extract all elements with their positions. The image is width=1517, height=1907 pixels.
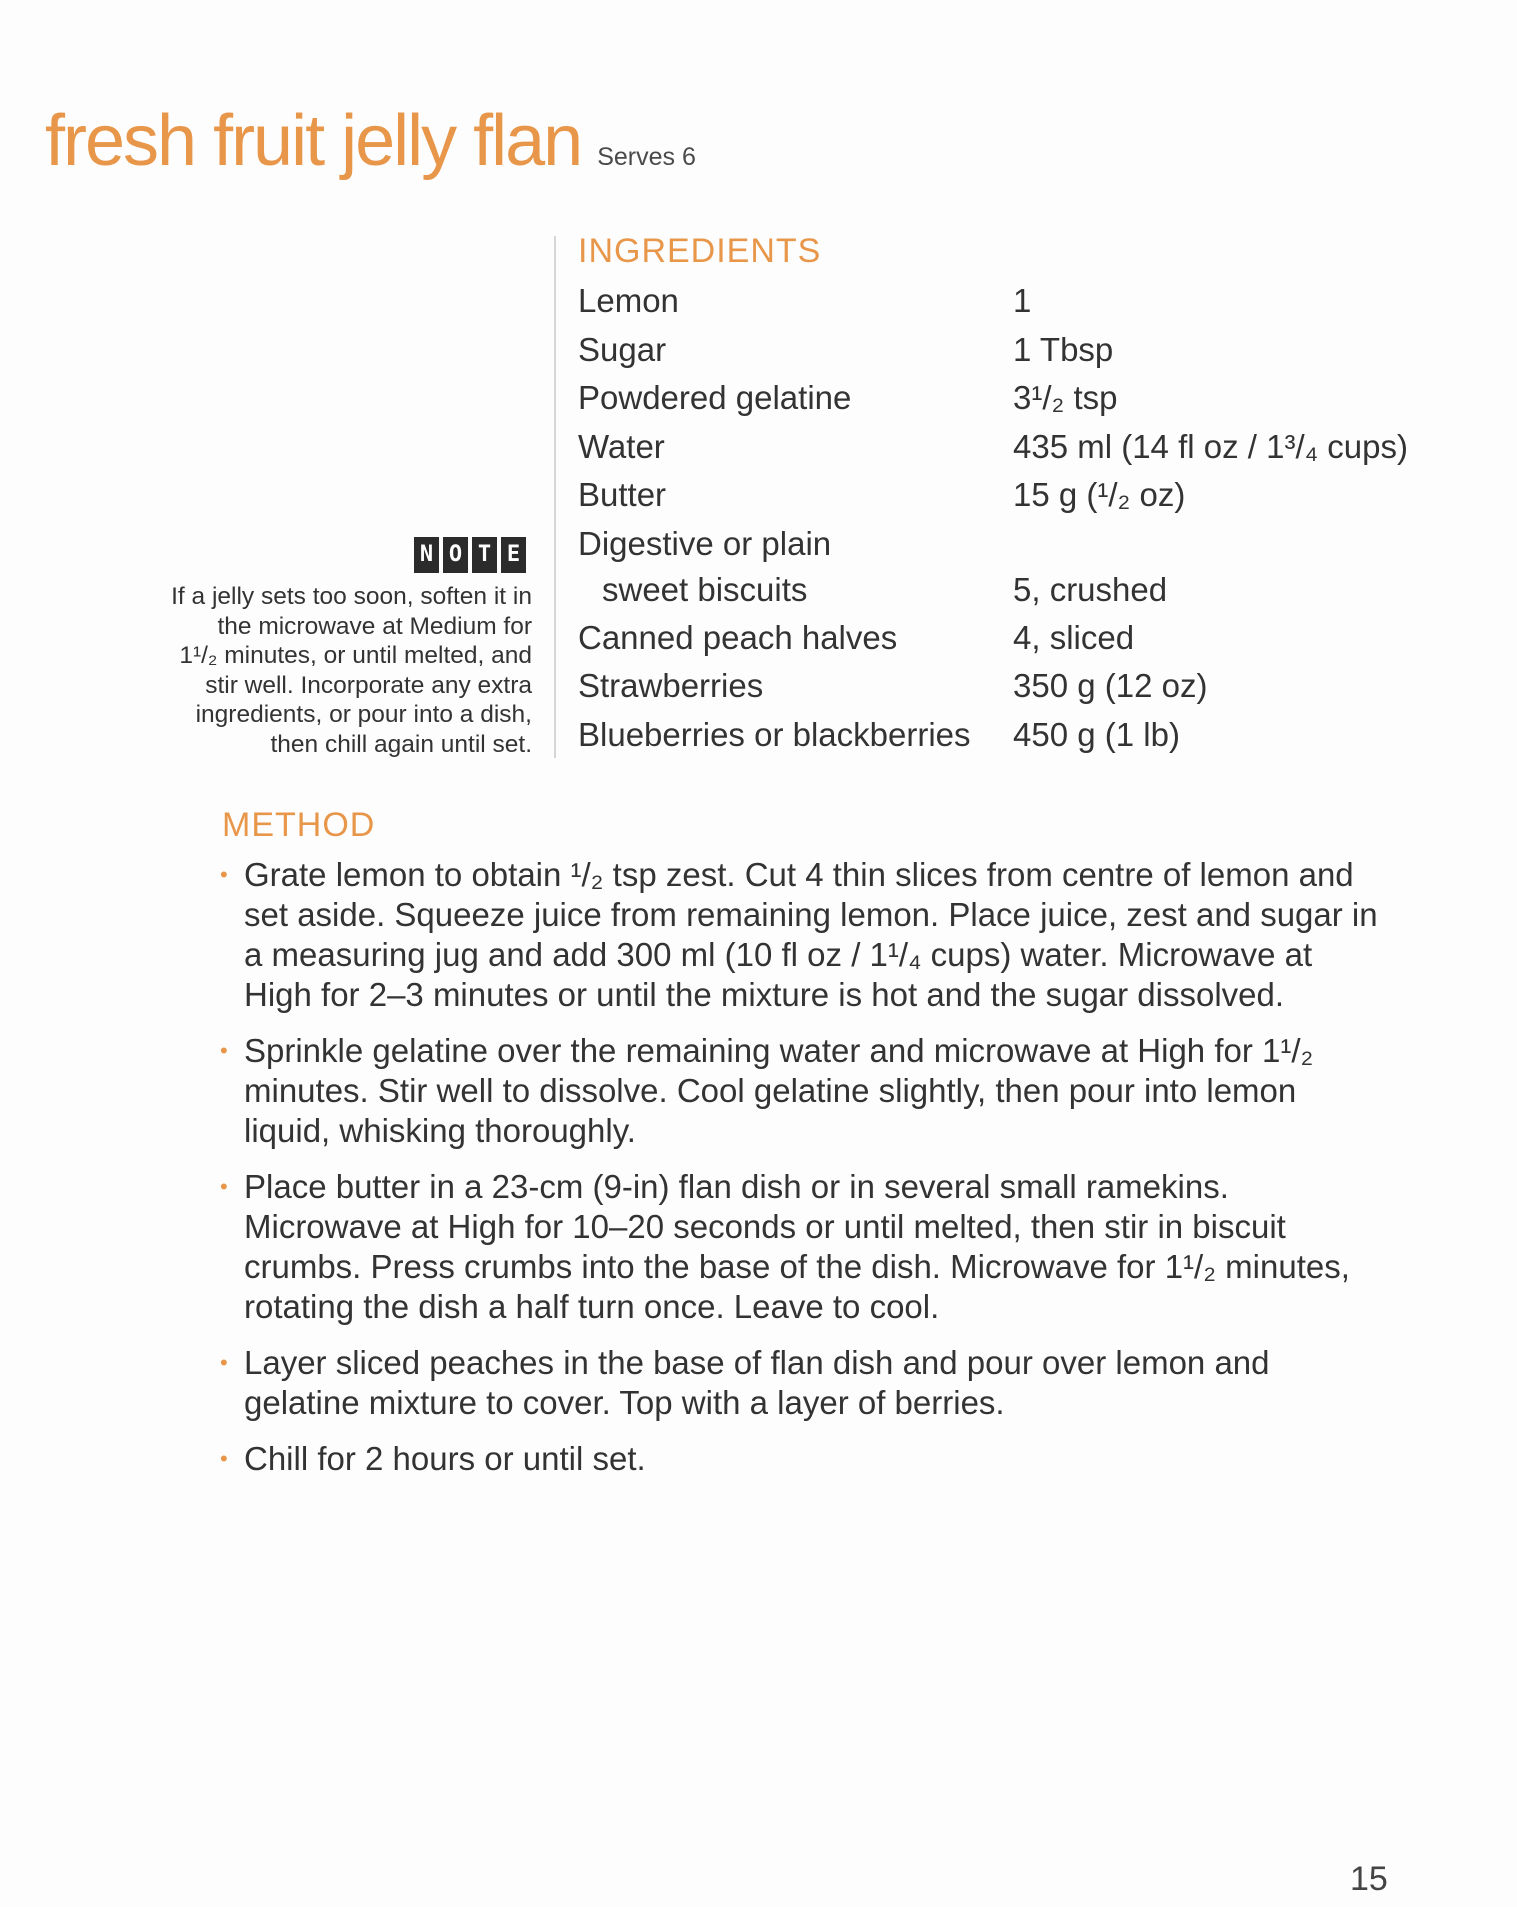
note-line: 1¹/₂ minutes, or until melted, and: [179, 642, 532, 669]
bullet-icon: •: [220, 1446, 228, 1471]
ingredient-row: [578, 667, 1408, 716]
ingredient-row: [578, 282, 1408, 331]
ingredient-qty: 450 g (1 lb): [1013, 715, 1180, 753]
ingredient-qty: 15 g (¹/₂ oz): [1013, 476, 1186, 513]
bullet-icon: •: [220, 1174, 228, 1199]
ingredient-name: Strawberries: [578, 667, 764, 704]
page-number: 15: [1350, 1860, 1388, 1898]
ingredient-qty: 435 ml (14 fl oz / 1³/₄ cups): [1013, 427, 1408, 465]
ingredient-name: Lemon: [578, 282, 679, 319]
note-text: [32, 582, 532, 759]
ingredient-row: [578, 716, 1408, 765]
divider: [554, 236, 556, 758]
ingredient-qty: 350 g (12 oz): [1013, 667, 1208, 704]
method-step: [220, 1167, 1380, 1327]
ingredient-name: Powdered gelatine: [578, 379, 852, 416]
ingredient-name: Digestive or plain: [578, 524, 832, 562]
step-text: Grate lemon to obtain ¹/₂ tsp zest. Cut 4 thin slices from centre of lemon and set aside. Squeeze juice from remaining lemon. Place juice, zest and sugar in a measuring jug and add 300 ml (10 fl oz / 1¹/₄ cups) water. Microwave at High for 2–3 minutes or until the mixture is hot and the sugar dissolved.: [244, 856, 1378, 1013]
method-step: [220, 1343, 1380, 1423]
ingredient-name: Water: [578, 427, 665, 465]
serves-count: Serves 6: [597, 143, 696, 171]
recipe-title: fresh fruit jelly flan: [45, 101, 582, 181]
ingredient-name: Canned peach halves: [578, 618, 898, 656]
note-letter: E: [501, 537, 526, 573]
bullet-icon: •: [220, 1350, 228, 1375]
note-badge: [414, 537, 526, 573]
ingredient-row: [578, 571, 1408, 619]
ingredient-row: [578, 476, 1408, 525]
note-letter: N: [414, 537, 439, 573]
ingredient-name: sweet biscuits: [602, 570, 808, 608]
method-step: [220, 1031, 1380, 1151]
ingredient-row: [578, 331, 1408, 380]
method-step: [220, 1439, 1380, 1479]
ingredients-list: [578, 282, 1408, 764]
note-letter: T: [472, 537, 497, 573]
step-text: Layer sliced peaches in the base of flan dish and pour over lemon and gelatine mixture to cover. Top with a layer of berries.: [244, 1344, 1270, 1421]
recipe-header: [45, 100, 696, 182]
step-text: Chill for 2 hours or until set.: [244, 1440, 646, 1477]
note-line: stir well. Incorporate any extra: [205, 671, 532, 699]
ingredients-heading: INGREDIENTS: [578, 232, 822, 270]
note-letter: O: [443, 537, 468, 573]
note-line: the microwave at Medium for: [217, 612, 532, 640]
ingredient-name: Sugar: [578, 330, 667, 368]
ingredient-qty: 3¹/₂ tsp: [1013, 379, 1118, 416]
note-line: If a jelly sets too soon, soften it in: [171, 583, 532, 610]
method-steps: [220, 855, 1380, 1495]
bullet-icon: •: [220, 1038, 228, 1063]
bullet-icon: •: [220, 862, 228, 887]
ingredient-row: [578, 619, 1408, 668]
note-line: then chill again until set.: [270, 730, 532, 758]
ingredient-row: [578, 525, 1408, 571]
ingredient-qty: 1: [1013, 282, 1032, 319]
ingredient-name: Butter: [578, 476, 667, 513]
ingredient-qty: 4, sliced: [1013, 618, 1135, 656]
ingredient-qty: 5, crushed: [1013, 570, 1168, 608]
step-text: Sprinkle gelatine over the remaining water and microwave at High for 1¹/₂ minutes. Stir well to dissolve. Cool gelatine slightly, then pour into lemon liquid, whisking thoroughly.: [244, 1032, 1314, 1149]
method-heading: METHOD: [222, 806, 376, 844]
ingredient-row: [578, 379, 1408, 428]
ingredient-name: Blueberries or blackberries: [578, 715, 971, 753]
note-line: ingredients, or pour into a dish,: [195, 701, 532, 728]
ingredient-row: [578, 428, 1408, 477]
step-text: Place butter in a 23-cm (9-in) flan dish or in several small ramekins. Microwave at High for 10–20 seconds or until melted, then stir in biscuit crumbs. Press crumbs into the base of the dish. Microwave for 1¹/₂ minutes, rotating the dish a half turn once. Leave to cool.: [244, 1168, 1350, 1325]
ingredient-qty: 1 Tbsp: [1013, 330, 1114, 368]
method-step: [220, 855, 1380, 1015]
